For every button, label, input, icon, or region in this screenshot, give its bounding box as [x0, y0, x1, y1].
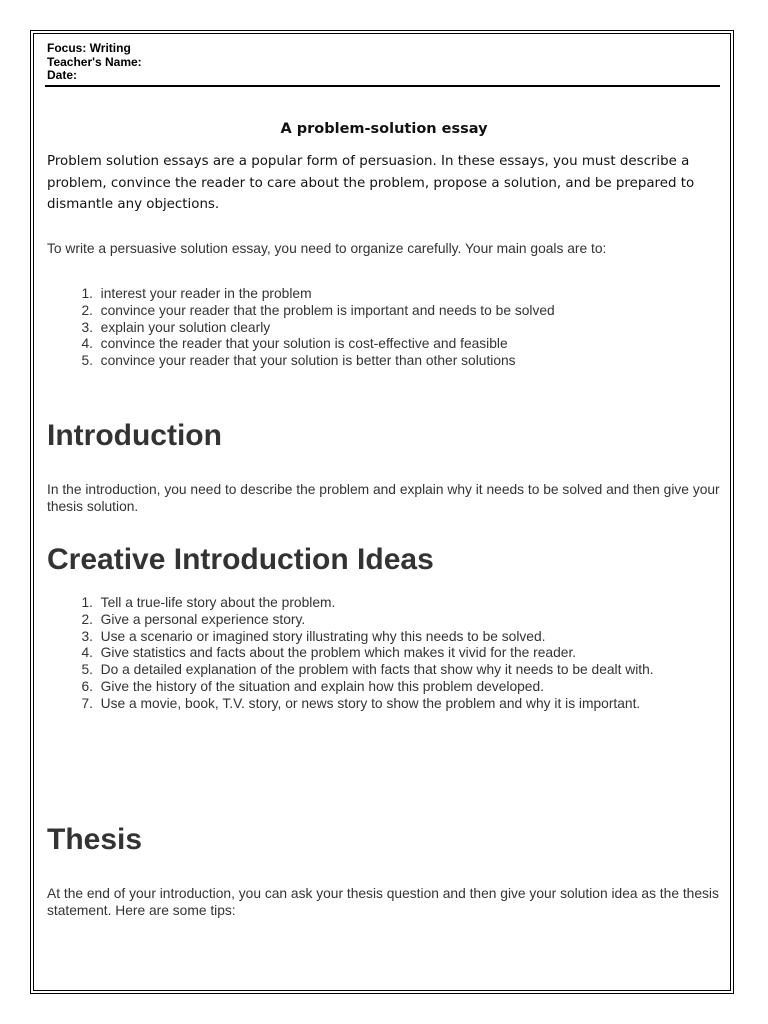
- list-number: 1.: [81, 595, 93, 610]
- thesis-heading: Thesis: [47, 823, 143, 856]
- list-number: 7.: [81, 695, 93, 711]
- thesis-text: At the end of your introduction, you can ask your thesis question and then give your solution idea as the thesis statement. Here are some tips:: [47, 886, 719, 918]
- list-number: 4.: [81, 645, 93, 661]
- list-number: 5.: [81, 662, 93, 678]
- creative-ideas-list: [47, 595, 727, 713]
- introduction-heading: Introduction: [47, 419, 222, 452]
- list-number: 2.: [81, 302, 93, 318]
- list-text: Give statistics and facts about the problem which makes it vivid for the reader.: [100, 645, 577, 661]
- list-number: 1.: [81, 286, 93, 301]
- worksheet-header: [47, 42, 142, 83]
- essay-intro-paragraph: Problem solution essays are a popular form of persuasion. In these essays, you must describe a problem, convince the reader to care about the problem, propose a solution, and be prepared to dismantle any objections.: [47, 154, 695, 212]
- list-item: [47, 320, 727, 337]
- list-item: [47, 595, 727, 612]
- list-text: interest your reader in the problem: [100, 286, 312, 301]
- list-text: Tell a true-life story about the problem.: [100, 595, 336, 610]
- teacher-name-line: Teacher's Name:: [47, 54, 142, 69]
- list-text: Do a detailed explanation of the problem with facts that show why it needs to be dealt with.: [100, 662, 654, 678]
- list-number: 2.: [81, 611, 93, 627]
- list-text: Use a movie, book, T.V. story, or news story to show the problem and why it is important.: [100, 695, 641, 711]
- list-text: convince the reader that your solution is cost-effective and feasible: [100, 336, 508, 352]
- list-number: 6.: [81, 678, 93, 694]
- essay-title: A problem-solution essay: [280, 121, 488, 137]
- list-text: Give the history of the situation and explain how this problem developed.: [100, 678, 544, 694]
- list-item: [47, 662, 727, 679]
- list-item: [47, 696, 727, 713]
- list-item: [47, 336, 727, 353]
- list-item: [47, 353, 727, 370]
- list-item: [47, 645, 727, 662]
- list-text: Give a personal experience story.: [100, 611, 306, 627]
- list-item: [47, 612, 727, 629]
- focus-line: Focus: Writing: [47, 41, 131, 55]
- header-divider: [45, 85, 720, 87]
- list-number: 3.: [81, 628, 93, 644]
- list-item: [47, 286, 727, 303]
- date-line: Date:: [47, 68, 78, 82]
- goals-list: [47, 286, 727, 370]
- list-text: convince your reader that the problem is important and needs to be solved: [100, 302, 555, 318]
- list-number: 3.: [81, 319, 93, 335]
- list-number: 4.: [81, 336, 93, 352]
- introduction-text: In the introduction, you need to describe the problem and explain why it needs to be solved and then give your thesis solution.: [47, 482, 720, 514]
- list-item: [47, 629, 727, 646]
- list-item: [47, 679, 727, 696]
- list-text: Use a scenario or imagined story illustrating why this needs to be solved.: [100, 628, 546, 644]
- list-text: convince your reader that your solution is better than other solutions: [100, 353, 516, 369]
- goals-intro-text: To write a persuasive solution essay, you need to organize carefully. Your main goals are to:: [47, 241, 607, 256]
- list-item: [47, 303, 727, 320]
- list-number: 5.: [81, 353, 93, 369]
- creative-ideas-heading: Creative Introduction Ideas: [47, 543, 434, 576]
- list-text: explain your solution clearly: [100, 319, 271, 335]
